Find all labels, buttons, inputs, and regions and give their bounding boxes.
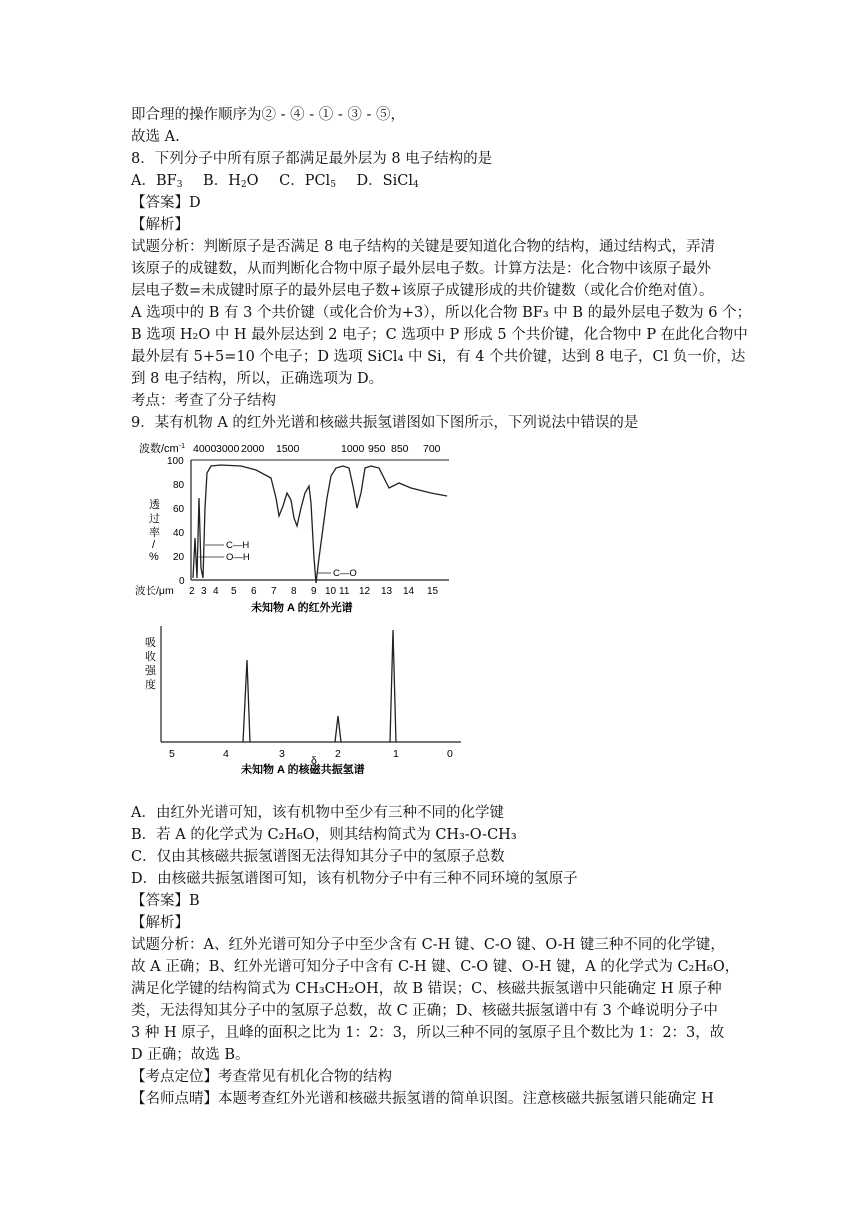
ir-bottom-tick: 9 bbox=[311, 586, 317, 597]
nmr-ylabel-char: 强 bbox=[145, 665, 156, 677]
document-page bbox=[131, 104, 752, 1110]
ir-ylabel-char: 透 bbox=[149, 499, 160, 511]
question-8-stem: 8．下列分子中所有原子都满足最外层为 8 电子结构的是 bbox=[131, 151, 493, 167]
analysis-label: 【解析】 bbox=[131, 915, 189, 931]
analysis-line: 3 种 H 原子，且峰的面积之比为 1：2：3，所以三种不同的氢原子且个数比为 1：2：3，故 bbox=[131, 1025, 725, 1041]
nmr-x-tick: 2 bbox=[335, 748, 341, 760]
ir-bottom-tick: 14 bbox=[403, 586, 415, 597]
ir-y-tick: 20 bbox=[173, 552, 185, 563]
ir-ylabel-char: % bbox=[149, 551, 159, 563]
ir-peak-label: C—H bbox=[226, 540, 250, 551]
analysis-line: 试题分析：判断原子是否满足 8 电子结构的关键是要知道化合物的结构，通过结构式，弄清 bbox=[131, 239, 715, 255]
nmr-xlabel: δ bbox=[311, 755, 317, 767]
nmr-x-tick: 4 bbox=[223, 748, 229, 760]
option-d: D．由核磁共振氢谱图可知，该有机物分子中有三种不同环境的氢原子 bbox=[131, 871, 578, 887]
ir-ylabel-char: 过 bbox=[149, 513, 160, 525]
analysis-line: D 正确；故选 B。 bbox=[131, 1047, 250, 1063]
option-c: C．PCl$_5$ bbox=[279, 173, 336, 190]
ir-ylabel-char: 率 bbox=[149, 527, 160, 539]
ir-peak-label: O—H bbox=[226, 552, 250, 563]
ir-y-tick: 0 bbox=[179, 576, 185, 587]
ir-peak-label: C—O bbox=[333, 568, 357, 579]
analysis-line: 到 8 电子结构，所以，正确选项为 D。 bbox=[131, 371, 384, 387]
nmr-x-tick: 3 bbox=[279, 748, 285, 760]
option-b: B．$H_2O$ bbox=[203, 173, 259, 190]
ir-bottom-tick: 7 bbox=[271, 586, 277, 597]
nmr-peak bbox=[335, 716, 341, 742]
nmr-ylabel-char: 收 bbox=[145, 651, 156, 663]
ir-bottom-tick: 8 bbox=[291, 586, 297, 597]
nmr-peak bbox=[390, 630, 396, 742]
nmr-peak bbox=[243, 660, 250, 742]
answer-label: 【答案】D bbox=[131, 195, 201, 211]
ir-bottom-tick: 15 bbox=[427, 586, 439, 597]
ir-spectrum-svg bbox=[131, 438, 471, 616]
analysis-line: 满足化学键的结构简式为 CH₃CH₂OH，故 B 错误；C、核磁共振氢谱中只能确定 H 原子种 bbox=[131, 981, 722, 997]
ir-bottom-tick: 2 bbox=[189, 586, 195, 597]
nmr-spectrum-svg bbox=[131, 624, 471, 774]
ir-bottom-tick: 13 bbox=[381, 586, 393, 597]
ir-top-tick: 1000 bbox=[341, 443, 365, 455]
ir-top-tick: 1500 bbox=[276, 443, 300, 455]
mingshi-dianqing: 【名师点晴】本题考查红外光谱和核磁共振氢谱的简单识图。注意核磁共振氢谱只能确定 H bbox=[131, 1091, 714, 1107]
kaodian: 考点：考查了分子结构 bbox=[131, 393, 276, 409]
ir-bottom-tick: 12 bbox=[359, 586, 371, 597]
ir-y-tick: 80 bbox=[173, 480, 185, 491]
analysis-line: B 选项 H₂O 中 H 最外层达到 2 电子；C 选项中 P 形成 5 个共价键，化合物中 P 在此化合物中 bbox=[131, 327, 748, 343]
ir-top-tick: 700 bbox=[423, 443, 441, 455]
ir-top-tick: 2000 bbox=[241, 443, 265, 455]
question-9-stem: 9．某有机物 A 的红外光谱和核磁共振氢谱图如下图所示，下列说法中错误的是 bbox=[131, 415, 639, 431]
ir-top-tick: 950 bbox=[368, 443, 386, 455]
option-a: A．$BF_3$ bbox=[131, 173, 183, 190]
option-d: D．SiCl$_4$ bbox=[356, 173, 419, 190]
text-line: 即合理的操作顺序为② - ④ - ① - ③ - ⑤， bbox=[131, 107, 405, 123]
analysis-line: 最外层有 5+5=10 个电子；D 选项 SiCl₄ 中 Si，有 4 个共价键，达到 8 电子，Cl 负一价，达 bbox=[131, 349, 746, 365]
ir-bottom-tick: 11 bbox=[339, 586, 350, 597]
kaodian-dingwei: 【考点定位】考查常见有机化合物的结构 bbox=[131, 1069, 392, 1085]
nmr-x-tick: 0 bbox=[447, 748, 453, 760]
ir-bottom-tick: 5 bbox=[231, 586, 237, 597]
nmr-x-tick: 5 bbox=[169, 748, 175, 760]
nmr-x-tick: 1 bbox=[393, 748, 399, 760]
analysis-line: 该原子的成键数，从而判断化合物中原子最外层电子数。计算方法是：化合物中该原子最外 bbox=[131, 261, 711, 277]
question-8-options bbox=[131, 170, 737, 192]
option-a: A．由红外光谱可知，该有机物中至少有三种不同的化学键 bbox=[131, 805, 504, 821]
analysis-line: 试题分析：A、红外光谱可知分子中至少含有 C-H 键、C-O 键、O-H 键三种不同的化学键， bbox=[131, 937, 725, 953]
ir-top-tick: 850 bbox=[391, 443, 409, 455]
analysis-line: A 选项中的 B 有 3 个共价键（或化合价为+3），所以化合物 BF₃ 中 B 的最外层电子数为 6 个； bbox=[131, 305, 752, 321]
ir-top-axis-label: 波数$/cm^{-1}$ bbox=[139, 443, 185, 455]
ir-y-tick: 100 bbox=[167, 456, 184, 467]
ir-spectrum-figure bbox=[131, 438, 471, 620]
ir-ylabel-char: / bbox=[152, 539, 156, 551]
ir-bottom-axis-label: 波长/μm bbox=[135, 585, 174, 597]
ir-bottom-tick: 6 bbox=[251, 586, 257, 597]
nmr-caption: 未知物 A 的核磁共振氢谱 bbox=[241, 764, 365, 774]
ir-caption: 未知物 A 的红外光谱 bbox=[251, 602, 353, 614]
analysis-line: 故 A 正确；B、红外光谱可知分子中含有 C-H 键、C-O 键、O-H 键，A 的化学式为 C₂H₆O， bbox=[131, 959, 740, 975]
analysis-line: 层电子数=未成键时原子的最外层电子数+该原子成键形成的共价键数（或化合价绝对值）。 bbox=[131, 283, 714, 299]
nmr-spectrum-figure bbox=[131, 624, 471, 778]
ir-y-tick: 60 bbox=[173, 504, 185, 515]
nmr-ylabel-char: 度 bbox=[145, 679, 156, 691]
analysis-label: 【解析】 bbox=[131, 217, 189, 233]
ir-bottom-tick: 10 bbox=[325, 586, 337, 597]
ir-spectrum-curve bbox=[193, 465, 447, 583]
text-line: 故选 A. bbox=[131, 129, 180, 145]
analysis-line: 类，无法得知其分子中的氢原子总数，故 C 正确；D、核磁共振氢谱中有 3 个峰说明分子中 bbox=[131, 1003, 718, 1019]
ir-top-tick: 4000 bbox=[193, 443, 217, 455]
ir-top-tick: 3000 bbox=[216, 443, 240, 455]
answer-label: 【答案】B bbox=[131, 893, 200, 909]
option-b: B．若 A 的化学式为 C₂H₆O，则其结构简式为 CH₃-O-CH₃ bbox=[131, 827, 517, 843]
ir-y-tick: 40 bbox=[173, 528, 185, 539]
ir-bottom-tick: 3 bbox=[201, 586, 207, 597]
option-c: C．仅由其核磁共振氢谱图无法得知其分子中的氢原子总数 bbox=[131, 849, 505, 865]
ir-bottom-tick: 4 bbox=[213, 586, 219, 597]
nmr-ylabel-char: 吸 bbox=[145, 637, 156, 649]
